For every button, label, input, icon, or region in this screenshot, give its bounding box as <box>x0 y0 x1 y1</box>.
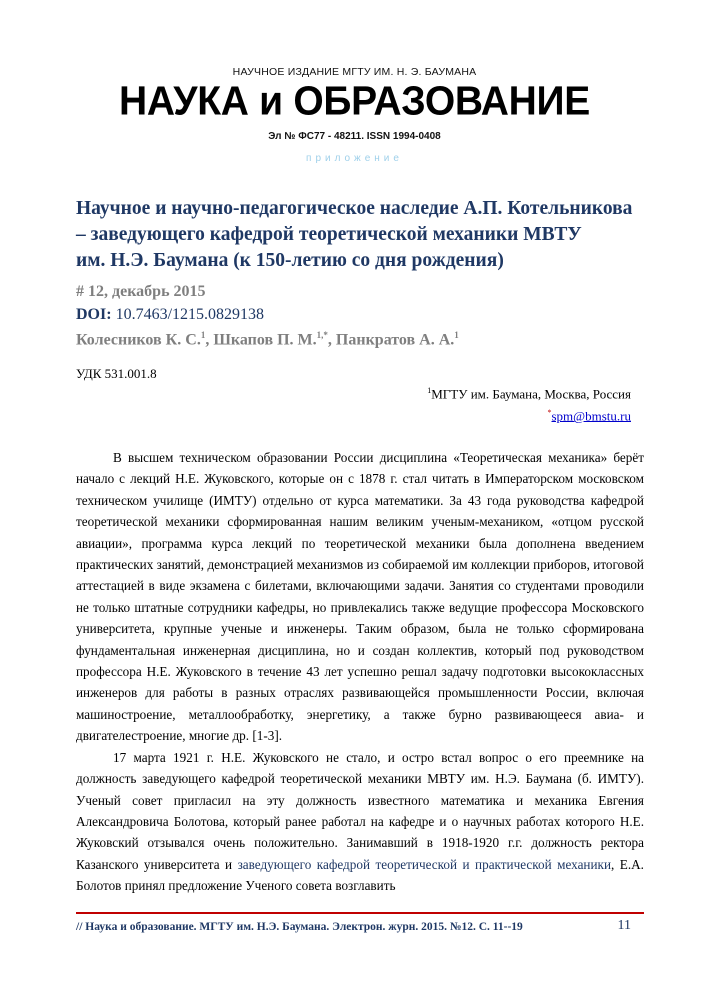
masthead-registration: Эл № ФС77 - 48211. ISSN 1994-0408 <box>268 131 441 142</box>
doi-link[interactable]: 10.7463/1215.0829138 <box>115 306 265 323</box>
author-affiliation-mark: 1 <box>454 330 459 340</box>
author-affiliation-mark: 1 <box>200 330 206 340</box>
footer-divider <box>76 912 644 914</box>
body-paragraph <box>76 747 644 897</box>
article-title <box>76 196 646 274</box>
masthead-publisher: НАУЧНОЕ ИЗДАНИЕ МГТУ ИМ. Н. Э. БАУМАНА <box>232 66 477 78</box>
email-link[interactable]: spm@bmstu.ru <box>551 408 631 424</box>
masthead-title: НАУКА и ОБРАЗОВАНИЕ <box>119 78 590 125</box>
doi-label: DOI: <box>76 306 112 323</box>
article-title-line: им. Н.Э. Баумана (к 150-летию со дня рождения) <box>76 250 504 271</box>
article-title-line: – заведующего кафедрой теоретической механики МВТУ <box>76 224 582 245</box>
article-title-line: Научное и научно-педагогическое наследие А.П. Котельникова <box>76 198 633 219</box>
doi <box>76 306 264 324</box>
body-text: 17 марта 1921 г. Н.Е. Жуковского не стало, и остро встал вопрос о его преемнике на должность заведующего кафедрой теоретической механики МВТУ им. Н.Э. Баумана (б. ИМТУ). Ученый совет пригласил на эту должность известного математика и механика Евгения Александровича Болотова, который ранее работал на кафедре и о научных работах которого Н.Е. Жуковский отзывался очень положительно. Занимавший в 1918-1920 г.г. должность ректора Казанского университета и <box>76 749 644 872</box>
udk-code: УДК 531.001.8 <box>76 366 157 381</box>
email-mark: * <box>547 408 552 417</box>
affiliation-text: МГТУ им. Баумана, Москва, Россия <box>431 386 631 402</box>
affiliation <box>427 386 631 402</box>
issue-number: # 12, декабрь 2015 <box>76 283 206 300</box>
body-highlight: заведующего кафедрой теоретической и практической механики <box>237 856 612 872</box>
affiliation-mark: 1 <box>427 386 432 395</box>
article-body <box>76 447 644 897</box>
author-affiliation-mark: 1,* <box>316 330 328 340</box>
footer-citation: // Наука и образование. МГТУ им. Н.Э. Баумана. Электрон. журн. 2015. №12. С. 11--19 <box>76 921 523 933</box>
authors: Колесников К. С.$^1$, Шкапов П. М.$^{1,*}$, Панкратов А. А.$^1$ <box>76 330 459 349</box>
author-name: Колесников К. С. <box>76 331 201 349</box>
body-text: , Е.А. Болотов принял предложение Ученого совета возглавить <box>76 856 644 894</box>
author-name: Шкапов П. М. <box>213 331 317 349</box>
contact-email <box>547 408 631 424</box>
author-name: Панкратов А. А. <box>335 331 455 349</box>
masthead-supplement: приложение <box>306 153 403 164</box>
page-number: 11 <box>617 918 631 933</box>
body-paragraph: В высшем техническом образовании России дисциплина «Теоретическая механика» берёт начало с лекций Н.Е. Жуковского, которые он с 1878 г. стал читать в Императорском московском техническом училище (ИМТУ) отдельно от курса математики. За 43 года руководства кафедрой теоретической механики сформированная нашим великим ученым-механиком, «отцом русской авиации», программа курса лекций по теоретической механики была дополнена введением практических занятий, демонстрацией механизмов из собираемой им коллекции приборов, итоговой аттестацией в виде экзамена с билетами, включающими задачи. Занятия со студентами проводили не только штатные сотрудники кафедры, но привлекались также ведущие профессора Московского университета, крупные ученые и инженеры. Таким образом, была не только сформирована фундаментальная инженерная дисциплина, но и создан коллектив, который под руководством профессора Н.Е. Жуковского в течение 43 лет успешно решал задачу подготовки высококлассных инженеров для работы в разных отраслях развивающейся промышленности России, включая машиностроение, металлообработку, энергетику, а также бурно развивающееся авиа- и двигателестроение, многие др. [1-3]. <box>76 450 644 744</box>
